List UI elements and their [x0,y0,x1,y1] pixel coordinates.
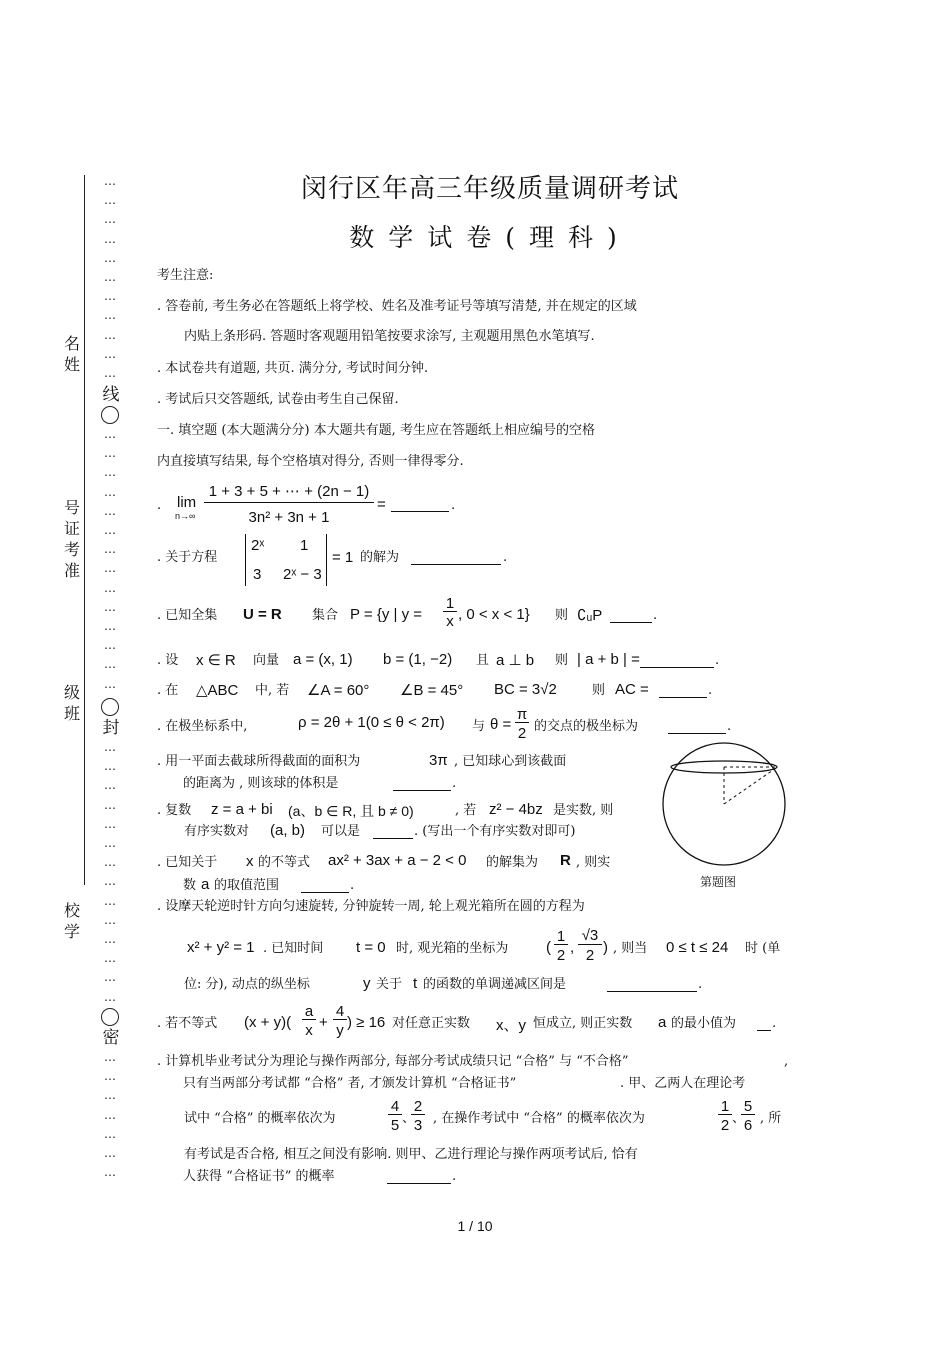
q9-prefix: . 已知关于 [157,855,218,870]
q10-coord-word: 时, 观光箱的坐标为 [396,941,509,956]
q6-frac-den: 2 [517,725,527,742]
q12-line5: 人获得 “合格证书” 的概率 [183,1169,335,1184]
q12-line4: 有考试是否合格, 相互之间没有影响. 则甲、乙进行理论与操作两项考试后, 恰有 [184,1147,638,1162]
q8-can-be: 可以是 [321,824,361,839]
q6-frac-num: π [516,706,528,723]
q1-equals: = [377,496,386,513]
label-name: 名姓 [63,334,80,374]
q3-period: . [653,608,658,623]
q5-side-bc: BC = 3√2 [494,681,557,698]
q11-holds: 恒成立, 则正实数 [533,1016,633,1031]
q4-and: 且 [476,653,490,668]
q2-m22: 2ˣ − 3 [283,566,322,583]
seal-mark-seal: 封 [102,718,120,738]
q2-m21: 3 [253,566,262,583]
q9-then: , 则实 [576,855,611,870]
q10-time-word: . 已知时间 [263,941,324,956]
q2-answer-blank [411,549,501,565]
page-title: 闵行区年高三年级质量调研考试 [300,174,679,204]
q12-f1-den: 5 [390,1117,400,1134]
q9-period: . [350,878,355,893]
q2-period: . [503,550,508,565]
q12-f3-den: 2 [720,1117,730,1134]
notice-item-3: . 考试后只交答题纸, 试卷由考生自己保留. [157,392,399,407]
q10-line1: . 设摩天轮逆时针方向匀速旋转, 分钟旋转一周, 轮上观光箱所在圆的方程为 [157,899,585,914]
label-exam-number: 号证考准 [63,498,80,580]
q10-answer-blank [607,976,697,992]
q10-circle-eq: x² + y² = 1 [187,939,255,956]
q3-frac-num: 1 [443,596,457,612]
q12-sep2: 、 [732,1111,746,1126]
q7-area: 3π [429,752,448,769]
section-heading-cont: 内直接填写结果, 每个空格填对得分, 否则一律得零分. [157,454,464,469]
seal-dots-4: … … … … … … … [104,1050,116,1180]
q8-note: . (写出一个有序实数对即可) [414,824,576,839]
q2-m11: 2ˣ [251,537,265,554]
q11-f1-den: x [305,1022,313,1039]
q1-period: . [451,498,456,513]
q1-denominator: 3n² + 3n + 1 [248,509,330,526]
q12-f3-num: 1 [718,1099,732,1115]
q5-angle-b: ∠B = 45° [400,682,464,699]
q9-R: R [560,852,571,869]
q10-line3: 位: 分), 动点的纵坐标 [184,977,310,992]
q10-y-num: √3 [578,927,602,945]
seal-circle-3 [101,1008,119,1026]
q3-prefix: . 已知全集 [157,608,218,623]
q10-unit-open: 时 (单 [745,941,781,956]
notice-item-1: . 答卷前, 考生务必在答题纸上将学校、姓名及准考证号等填写清楚, 并在规定的区域 [157,299,637,314]
q11-factor-open: (x + y)( [244,1014,292,1031]
q4-vector-b: b = (1, −2) [383,651,453,668]
q2-det-bar-left [245,534,246,586]
q11-for-all: 对任意正实数 [392,1016,471,1031]
q8-z-def: z = a + bi [211,801,273,818]
q10-period: . [698,977,703,992]
q2-prefix: . 关于方程 [157,550,218,565]
q8-if: , 若 [455,803,477,818]
q2-det-bar-right [326,534,327,586]
q5-side-ac: AC = [615,681,649,698]
section-heading: 一. 填空题 (本大题满分分) 本大题共有题, 考生应在答题纸上相应编号的空格 [157,423,595,438]
q12-line2-end: . 甲、乙两人在理论考 [620,1076,746,1091]
q10-comma: , [570,939,575,956]
q12-line2: 只有当两部分考试都 “合格” 者, 才颁发计算机 “合格证书” [183,1076,517,1091]
q12-answer-blank [387,1168,451,1184]
q3-complement: ∁ᵤP [577,607,603,624]
q2-m12: 1 [300,537,309,554]
q9-range: 的取值范围 [214,878,280,893]
q3-then: 则 [555,608,569,623]
page-number: 1 / 10 [457,1218,493,1234]
q8-line2: 有序实数对 [184,824,250,839]
q3-set-word: 集合 [312,608,339,623]
q11-period: . [772,1016,777,1031]
q6-theta-eq: θ = [490,716,512,733]
q12-line3b: , 在操作考试中 “合格” 的概率依次为 [433,1111,645,1126]
q3-answer-blank [610,607,652,623]
sphere-figure [660,740,788,868]
q9-inequality: ax² + 3ax + a − 2 < 0 [328,852,467,869]
q7-line1-end: , 已知球心到该截面 [454,754,567,769]
q1-lim-sub: n→∞ [175,511,196,521]
q10-about: 关于 [376,977,403,992]
q9-line2: 数 [183,878,197,893]
q2-equals: = 1 [332,549,354,566]
q8-answer-blank [373,823,413,839]
q6-prefix: . 在极坐标系中, [157,719,248,734]
q5-angle-a: ∠A = 60° [307,682,370,699]
q7-answer-blank [393,775,451,791]
q4-x-domain: x ∈ R [196,652,236,669]
q10-t0: t = 0 [356,939,386,956]
q6-polar-curve: ρ = 2θ + 1(0 ≤ θ < 2π) [298,714,445,731]
q4-answer-blank [640,652,714,668]
q11-f1-num: a [302,1004,316,1020]
q12-f4-num: 5 [741,1099,755,1115]
q10-y-den: 2 [585,947,595,964]
q10-x-num: 1 [554,929,568,945]
q5-if: 中, 若 [255,683,290,698]
q7-period: . [452,776,457,791]
seal-dots-3: … … … … … … … … … … … … … … [104,740,116,1004]
q10-t: t [413,975,418,992]
q5-then: 则 [592,683,606,698]
figure-caption: 第题图 [700,875,737,889]
q8-prefix: . 复数 [157,803,192,818]
q10-paren-open: ( [546,939,551,956]
q8-real-then: 是实数, 则 [553,803,614,818]
notice-item-1-cont: 内贴上条形码. 答题时客观题用铅笔按要求涂写, 主观题用黑色水笔填写. [184,329,595,344]
q8-pair: (a, b) [270,822,306,839]
seal-mark-secret: 密 [102,1028,120,1048]
q4-period: . [715,653,720,668]
q10-x-den: 2 [556,947,566,964]
notice-item-2: . 本试卷共有道题, 共页. 满分分, 考试时间分钟. [157,361,429,376]
q4-norm: | a + b | = [577,651,640,668]
q11-xy: x、y [496,1017,527,1034]
seal-mark-line: 线 [102,385,120,405]
label-school: 校学 [63,901,80,941]
q11-f2-den: y [336,1022,344,1039]
q5-period: . [708,683,713,698]
q4-perp: a ⊥ b [496,652,535,669]
q6-with: 与 [472,719,486,734]
q3-frac-den: x [446,613,454,630]
q11-a: a [658,1014,667,1031]
seal-dots-1: … … … … … … … … … … … [104,174,116,381]
q1-lim: lim [177,494,197,511]
q12-sep1: 、 [402,1111,416,1126]
q4-prefix: . 设 [157,653,179,668]
q6-period: . [727,719,732,734]
q10-t-range: 0 ≤ t ≤ 24 [666,939,729,956]
q12-line1-end: , [784,1054,789,1069]
q8-z-cond: (a、b ∈ R, 且 b ≠ 0) [288,803,414,819]
q12-line1: . 计算机毕业考试分为理论与操作两部分, 每部分考试成绩只记 “合格” 与 “不合格” [157,1054,629,1069]
q12-f2-num: 2 [411,1099,425,1115]
q9-a: a [201,876,210,893]
q12-line3c: , 所 [760,1111,782,1126]
q11-f2-num: 4 [333,1004,347,1020]
q12-f2-den: 3 [413,1117,423,1134]
q3-set-cond: , 0 < x < 1} [458,606,530,623]
q1-dot: . [157,498,162,513]
notice-heading: 考生注意: [157,268,214,283]
seal-circle-1 [101,406,119,424]
q1-numerator: 1 + 3 + 5 + ⋯ + (2n − 1) [204,482,374,503]
q3-set-def: P = {y | y = [350,606,422,623]
seal-circle-2 [101,698,119,716]
q4-vector-a: a = (x, 1) [293,651,353,668]
q9-x: x [246,853,254,870]
q12-line3a: 试中 “合格” 的概率依次为 [184,1111,336,1126]
label-class: 级班 [63,683,80,723]
q12-period: . [452,1169,457,1184]
q8-expression: z² − 4bz [489,801,543,818]
q5-answer-blank [659,682,707,698]
q3-universal-set: U = R [243,606,282,623]
q12-f1-num: 4 [388,1099,402,1115]
q11-answer-blank [757,1015,771,1031]
q7-line1: . 用一平面去截球所得截面的面积为 [157,754,361,769]
q5-triangle: △ABC [196,682,239,699]
q12-f4-den: 6 [743,1117,753,1134]
q10-when: , 则当 [613,941,648,956]
q6-answer-blank [668,718,726,734]
binding-rule [84,175,85,885]
page-subtitle: 数学试卷(理科) [349,223,631,252]
q10-paren-close: ) [603,939,608,956]
q10-y: y [363,975,371,992]
q1-answer-blank [391,496,449,512]
seal-dots-2: … … … … … … … … … … … … … … [104,427,116,691]
q11-prefix: . 若不等式 [157,1016,218,1031]
q11-min: 的最小值为 [671,1016,737,1031]
q4-vector-word: 向量 [253,653,280,668]
q10-interval-word: 的函数的单调递减区间是 [423,977,567,992]
q9-inequality-word: 的不等式 [258,855,311,870]
q11-bound: ) ≥ 16 [347,1014,386,1031]
q2-suffix: 的解为 [360,550,400,565]
q11-plus: + [319,1014,328,1031]
q7-line2: 的距离为 , 则该球的体积是 [183,776,339,791]
q9-solution-set: 的解集为 [486,855,539,870]
q6-suffix: 的交点的极坐标为 [534,719,639,734]
q5-prefix: . 在 [157,683,179,698]
q4-then: 则 [555,653,569,668]
q9-answer-blank [301,877,349,893]
